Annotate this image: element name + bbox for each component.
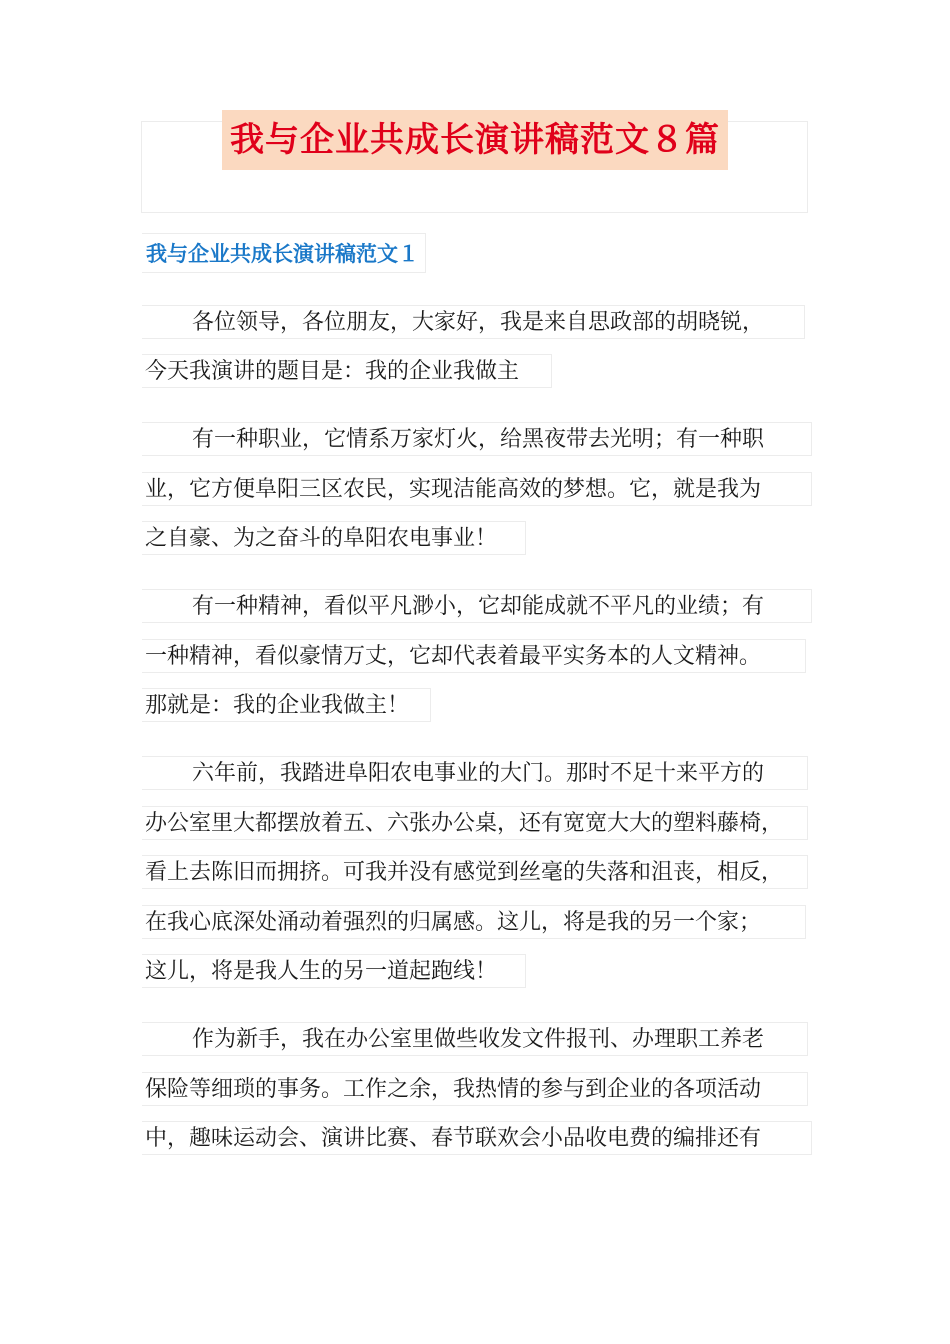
- paragraph-line: 各位领导，各位朋友，大家好，我是来自思政部的胡晓锐，: [142, 305, 805, 339]
- paragraph-line: 这儿，将是我人生的另一道起跑线！: [142, 954, 526, 988]
- paragraph-line: 今天我演讲的题目是：我的企业我做主: [142, 354, 552, 388]
- paragraph-line: 之自豪、为之奋斗的阜阳农电事业！: [142, 521, 526, 555]
- paragraph-line: 作为新手，我在办公室里做些收发文件报刊、办理职工养老: [142, 1022, 808, 1056]
- paragraph-line: 六年前，我踏进阜阳农电事业的大门。那时不足十来平方的: [142, 756, 808, 790]
- document-title: 我与企业共成长演讲稿范文８篇: [222, 110, 728, 170]
- paragraph-line: 保险等细琐的事务。工作之余，我热情的参与到企业的各项活动: [142, 1072, 808, 1106]
- paragraph-line: 办公室里大都摆放着五、六张办公桌，还有宽宽大大的塑料藤椅，: [142, 806, 808, 840]
- paragraph-line: 有一种精神，看似平凡渺小，它却能成就不平凡的业绩；有: [142, 589, 812, 623]
- paragraph-line: 那就是：我的企业我做主！: [142, 688, 431, 722]
- paragraph-line: 在我心底深处涌动着强烈的归属感。这儿，将是我的另一个家；: [142, 905, 806, 939]
- paragraph-line: 看上去陈旧而拥挤。可我并没有感觉到丝毫的失落和沮丧，相反，: [142, 855, 808, 889]
- section-heading: 我与企业共成长演讲稿范文１: [142, 233, 426, 273]
- paragraph-line: 一种精神，看似豪情万丈，它却代表着最平实务本的人文精神。: [142, 639, 806, 673]
- paragraph-line: 有一种职业，它情系万家灯火，给黑夜带去光明；有一种职: [142, 422, 812, 456]
- paragraph-line: 业，它方便阜阳三区农民，实现洁能高效的梦想。它，就是我为: [142, 472, 812, 506]
- paragraph-line: 中，趣味运动会、演讲比赛、春节联欢会小品收电费的编排还有: [142, 1121, 812, 1155]
